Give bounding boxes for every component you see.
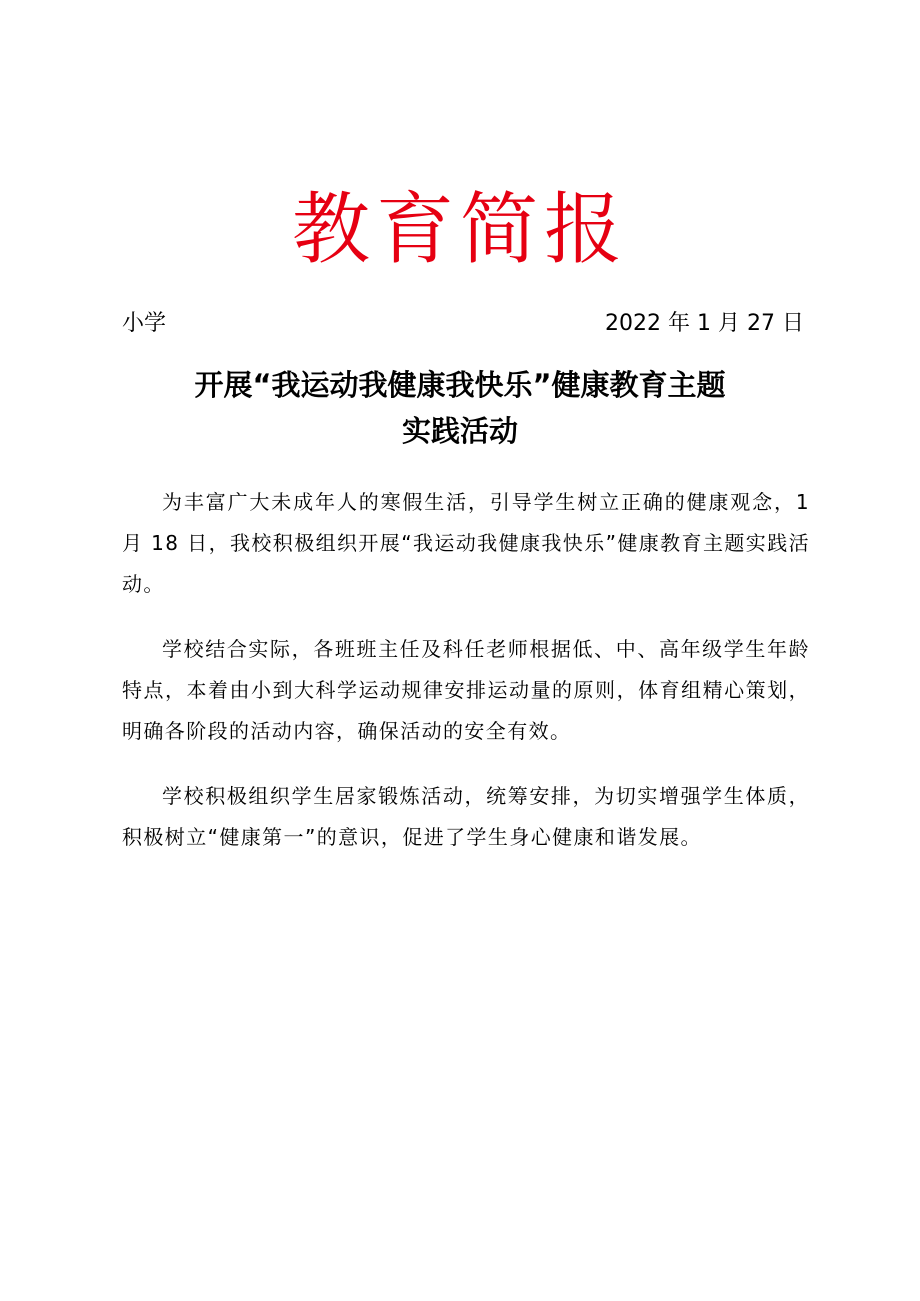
school-name: 小学	[122, 311, 167, 336]
issue-date: 2022 年 1 月 27 日	[605, 311, 804, 336]
paragraph-1: 为丰富广大未成年人的寒假生活，引导学生树立正确的健康观念，1 月 18 日，我校积极组织开展“我运动我健康我快乐”健康教育主题实践活动。	[122, 490, 810, 596]
paragraph-2: 学校结合实际，各班班主任及科任老师根据低、中、高年级学生年龄特点，本着由小到大科学运动规律安排运动量的原则，体育组精心策划，明确各阶段的活动内容，确保活动的安全有效。	[122, 637, 810, 743]
headline-line-2: 实践活动	[401, 414, 518, 448]
meta-row	[122, 308, 804, 340]
article-headline	[100, 362, 820, 454]
article-body	[122, 482, 810, 882]
headline-line-1: 开展“我运动我健康我快乐”健康教育主题	[194, 368, 726, 402]
masthead-title: 教育简报	[291, 185, 628, 275]
paragraph-3: 学校积极组织学生居家锻炼活动，统筹安排，为切实增强学生体质，积极树立“健康第一”的意识，促进了学生身心健康和谐发展。	[122, 784, 810, 849]
